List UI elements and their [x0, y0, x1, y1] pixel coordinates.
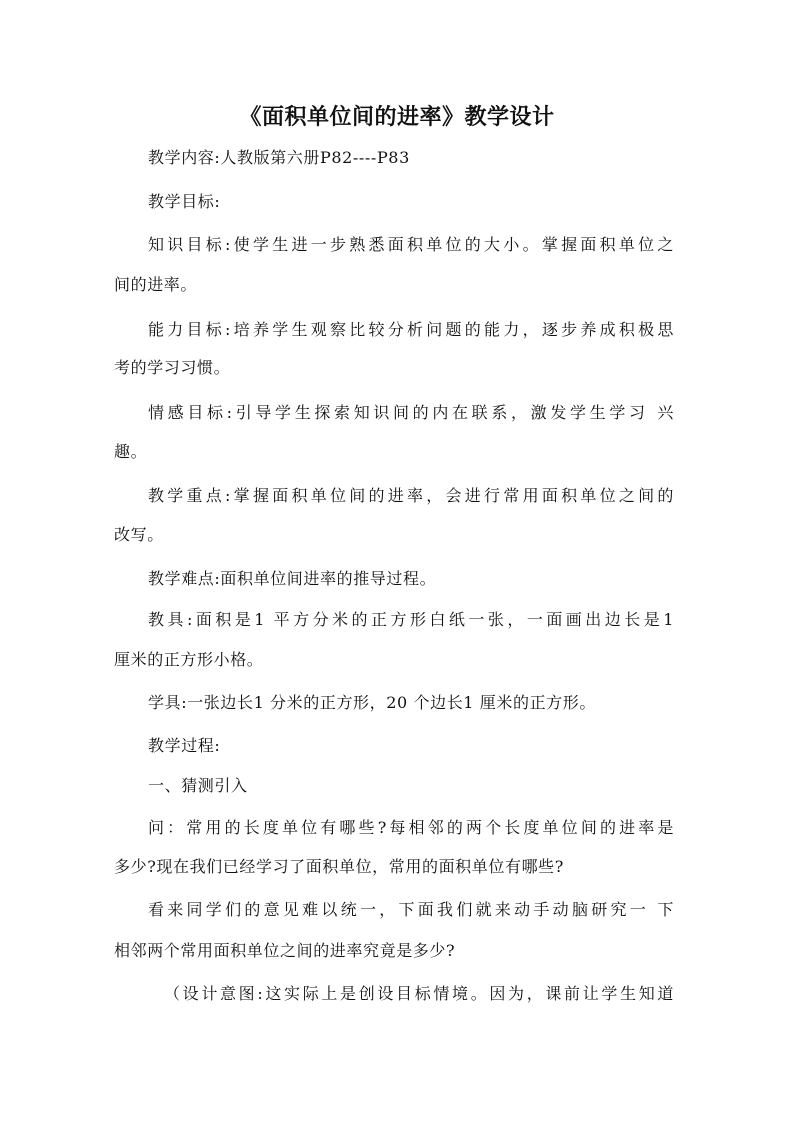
- ability-objective-line-1: 能力目标:培养学生观察比较分析问题的能力，逐步养成积极思: [148, 320, 674, 339]
- teaching-content-line: 教学内容:人教版第六册P82----P83: [148, 148, 410, 167]
- document-title: 《面积单位间的进率》教学设计: [239, 104, 555, 130]
- section-guess-intro-heading: 一、猜测引入: [148, 776, 248, 795]
- knowledge-objective-line-2: 间的进率。: [114, 275, 198, 294]
- teaching-aids-line-2: 厘米的正方形小格。: [114, 650, 264, 669]
- teaching-aids-line-1: 教具:面积是1 平方分米的正方形白纸一张，一面画出边长是1: [148, 610, 674, 629]
- discussion-line-2: 相邻两个常用面积单位之间的进率究竟是多少?: [114, 941, 456, 960]
- emotion-objective-line-2: 趣。: [114, 442, 148, 461]
- design-intent-line: （设计意图:这实际上是创设目标情境。因为，课前让学生知道: [164, 984, 674, 1003]
- discussion-line-1: 看来同学们的意见难以统一，下面我们就来动手动脑研究一 下: [148, 900, 674, 919]
- teaching-process-heading: 教学过程:: [148, 736, 221, 755]
- teaching-focus-line-1: 教学重点:掌握面积单位间的进率，会进行常用面积单位之间的: [148, 486, 674, 505]
- teaching-focus-line-2: 改写。: [114, 525, 164, 544]
- student-aids-line: 学具:一张边长1 分米的正方形，20 个边长1 厘米的正方形。: [148, 693, 596, 712]
- knowledge-objective-line-1: 知识目标:使学生进一步熟悉面积单位的大小。掌握面积单位之: [148, 235, 674, 254]
- question-line-2: 多少?现在我们已经学习了面积单位，常用的面积单位有哪些?: [114, 857, 564, 876]
- ability-objective-line-2: 考的学习习惯。: [114, 358, 231, 377]
- teaching-difficulty-line: 教学难点:面积单位间进率的推导过程。: [148, 569, 437, 588]
- emotion-objective-line-1: 情感目标:引导学生探索知识间的内在联系，激发学生学习 兴: [148, 403, 674, 422]
- teaching-objectives-heading: 教学目标:: [148, 192, 221, 211]
- question-line-1: 问：常用的长度单位有哪些?每相邻的两个长度单位间的进率是: [148, 818, 674, 837]
